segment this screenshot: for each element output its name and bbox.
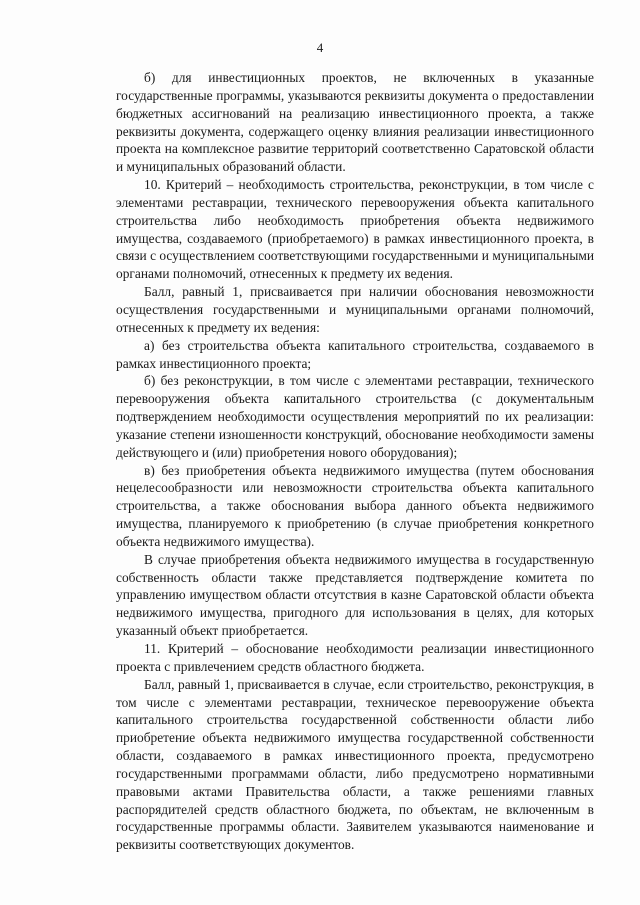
- paragraph-9b-investment-projects: б) для инвестиционных проектов, не включенных в указанные государственные программы, указываются реквизиты документа о предоставлении бюджетных ассигнований на реализацию инвестиционного проекта, а также реквизиты документа, содержащего оценку влияния реализации инвестиционного проекта на комплексное развитие территорий соответственно Саратовской области и муниципальных образований области.: [116, 70, 594, 175]
- paragraph-criterion-10: 10. Критерий – необходимость строительства, реконструкции, в том числе с элементами реставрации, технического перевооружения объекта капитального строительства либо необходимость приобретения объекта недвижимого имущества, создаваемого (приобретаемого) в рамках инвестиционного проекта, в связи с осуществлением соответствующими государственными и муниципальными органами полномочий, отнесенных к предмету их ведения.: [116, 177, 594, 282]
- paragraph-score-criterion-10: Балл, равный 1, присваивается при наличии обоснования невозможности осуществления государственными и муниципальными органами полномочий, отнесенных к предмету их ведения:: [116, 284, 594, 335]
- list-item-v: в) без приобретения объекта недвижимого имущества (путем обоснования нецелесообразности или невозможности строительства объекта капитального строительства, а также обоснования выбора данного объекта недвижимого имущества, планируемого к приобретению (в случае приобретения конкретного объекта недвижимого имущества).: [116, 462, 594, 549]
- paragraph-score-criterion-11: Балл, равный 1, присваивается в случае, если строительство, реконструкция, в том числе с элементами реставрации, техническое перевооружение объекта капитального строительства государственной собственности области либо приобретение объекта недвижимого имущества государственной собственности области, создаваемого в рамках инвестиционного проекта, предусмотрено государственными программами области, либо предусмотрено нормативными правовыми актами Правительства области, а также решениями главных распорядителей средств областного бюджета, по объектам, не включенным в государственные программы области. Заявителем указываются наименование и реквизиты соответствующих документов.: [116, 676, 594, 853]
- paragraph-criterion-11: 11. Критерий – обоснование необходимости реализации инвестиционного проекта с привлечением средств областного бюджета.: [116, 641, 594, 674]
- list-item-a: а) без строительства объекта капитального строительства, создаваемого в рамках инвестиционного проекта;: [116, 337, 594, 371]
- page-number: 4: [316, 40, 324, 55]
- paragraph-property-acquisition: В случае приобретения объекта недвижимого имущества в государственную собственность области также представляется подтверждение комитета по управлению имуществом области отсутствия в казне Саратовской области объекта недвижимого имущества, пригодного для использования в целях, для которых указанный объект приобретается.: [116, 551, 594, 639]
- document-body: [116, 69, 594, 854]
- list-item-b: б) без реконструкции, в том числе с элементами реставрации, технического перевооружения объекта капитального строительства (с документальным подтверждением необходимости осуществления мероприятий по их реализации: указание степени изношенности конструкций, обоснование необходимости замены действующего и (или) приобретения нового оборудования);: [116, 373, 594, 460]
